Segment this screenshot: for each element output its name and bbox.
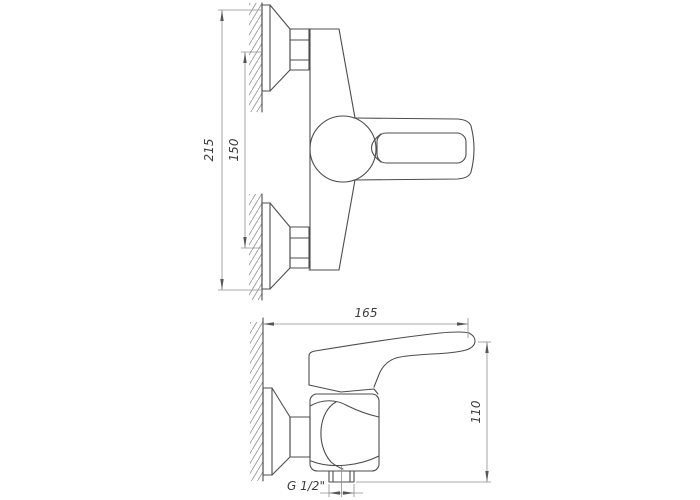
cone xyxy=(270,5,290,91)
body-contour-top xyxy=(310,401,379,417)
mixer-body-front xyxy=(309,29,376,270)
nut xyxy=(290,29,309,70)
dim-port-spacing-label: 150 xyxy=(227,138,241,162)
arrow-up-icon xyxy=(220,10,223,21)
arrow-left-icon xyxy=(329,491,340,494)
handle-cap xyxy=(309,385,378,394)
escutcheon-bottom xyxy=(262,203,309,289)
arrow-up-icon xyxy=(485,342,488,353)
dim-height xyxy=(356,342,491,482)
flange xyxy=(262,203,270,289)
arrow-down-icon xyxy=(220,279,223,290)
escutcheon-top xyxy=(262,5,309,91)
handle-outline xyxy=(309,332,475,387)
dim-length-label: 165 xyxy=(354,306,378,320)
wall-hatch xyxy=(250,322,263,481)
arrow-right-icon xyxy=(343,491,354,494)
arrow-down-icon xyxy=(485,471,488,482)
lever-handle-side xyxy=(309,332,475,394)
handle-pad xyxy=(377,133,466,163)
wall-side xyxy=(250,318,263,481)
cartridge-circle xyxy=(310,116,376,182)
lower-arm xyxy=(309,180,355,270)
escutcheon-side xyxy=(263,388,310,475)
flange xyxy=(263,388,272,475)
arrow-down-icon xyxy=(243,237,246,248)
dim-thread-label: G 1/2" xyxy=(287,479,325,493)
cone xyxy=(270,203,290,289)
body-contour-bottom xyxy=(311,456,379,466)
wall-front xyxy=(249,3,262,300)
arrow-left-icon xyxy=(263,322,274,325)
upper-arm xyxy=(309,29,355,118)
outlet-side xyxy=(329,466,354,497)
pipe xyxy=(290,417,310,457)
flange xyxy=(262,5,270,91)
arrow-right-icon xyxy=(457,322,468,325)
body-contour-front xyxy=(321,402,343,469)
dim-overall-height-label: 215 xyxy=(202,138,216,162)
front-view xyxy=(202,3,474,300)
cone xyxy=(272,388,290,475)
nut xyxy=(290,227,309,268)
dim-height-label: 110 xyxy=(469,400,483,424)
side-view xyxy=(250,306,491,497)
lever-handle-front xyxy=(354,118,474,180)
mixer-body-side xyxy=(310,394,379,471)
arrow-up-icon xyxy=(243,52,246,63)
wall-hatch-bottom xyxy=(249,194,262,300)
wall-hatch-top xyxy=(249,3,262,112)
